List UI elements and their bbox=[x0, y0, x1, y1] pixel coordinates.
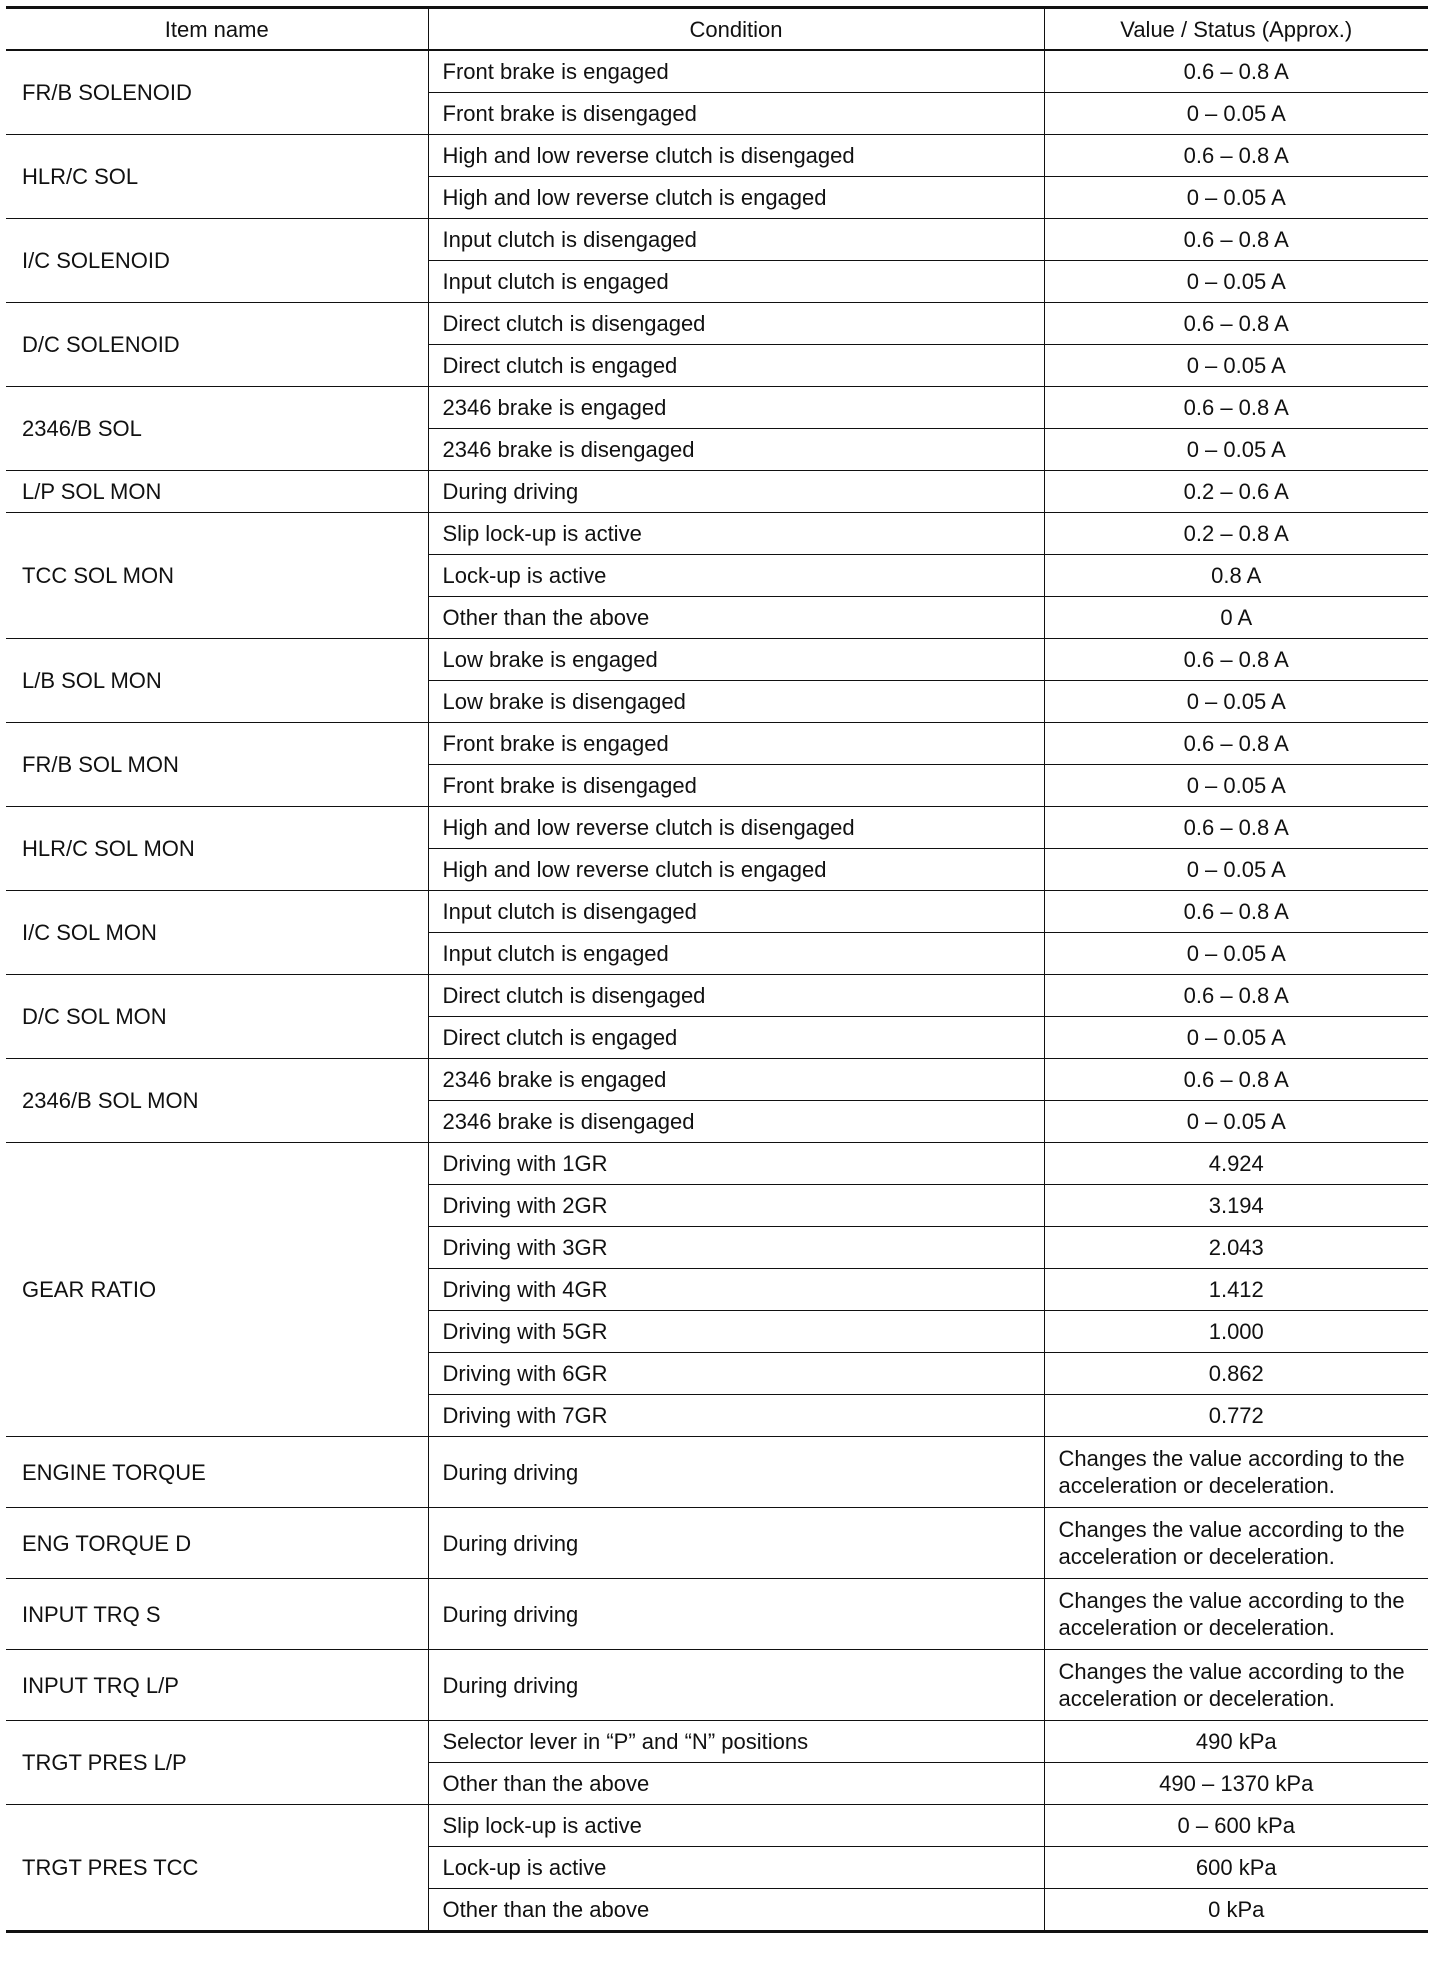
table-row bbox=[6, 807, 1428, 849]
value-cell: Changes the value according to the acceleration or deceleration. bbox=[1044, 1650, 1428, 1721]
value-cell: 0.6 – 0.8 A bbox=[1044, 303, 1428, 345]
item-name-cell: ENG TORQUE D bbox=[6, 1508, 428, 1579]
value-cell: 0.6 – 0.8 A bbox=[1044, 387, 1428, 429]
condition-cell: High and low reverse clutch is engaged bbox=[428, 849, 1044, 891]
item-name-cell: FR/B SOLENOID bbox=[6, 50, 428, 135]
table-row bbox=[6, 1650, 1428, 1721]
item-name-cell: 2346/B SOL bbox=[6, 387, 428, 471]
item-name-cell: HLR/C SOL MON bbox=[6, 807, 428, 891]
condition-cell: Driving with 4GR bbox=[428, 1269, 1044, 1311]
condition-cell: Slip lock-up is active bbox=[428, 513, 1044, 555]
header-value-status: Value / Status (Approx.) bbox=[1044, 8, 1428, 51]
condition-cell: High and low reverse clutch is engaged bbox=[428, 177, 1044, 219]
value-cell: 0 – 0.05 A bbox=[1044, 177, 1428, 219]
condition-cell: Front brake is engaged bbox=[428, 50, 1044, 93]
value-cell: 1.000 bbox=[1044, 1311, 1428, 1353]
spec-table bbox=[6, 6, 1428, 1933]
table-row bbox=[6, 975, 1428, 1017]
condition-cell: Low brake is engaged bbox=[428, 639, 1044, 681]
value-cell: 0.6 – 0.8 A bbox=[1044, 1059, 1428, 1101]
value-cell: 0 – 0.05 A bbox=[1044, 681, 1428, 723]
table-row bbox=[6, 1805, 1428, 1847]
item-name-cell: ENGINE TORQUE bbox=[6, 1437, 428, 1508]
condition-cell: Front brake is disengaged bbox=[428, 93, 1044, 135]
condition-cell: High and low reverse clutch is disengaged bbox=[428, 807, 1044, 849]
table-body bbox=[6, 50, 1428, 1932]
item-name-cell: I/C SOLENOID bbox=[6, 219, 428, 303]
value-cell: 0.6 – 0.8 A bbox=[1044, 807, 1428, 849]
condition-cell: Selector lever in “P” and “N” positions bbox=[428, 1721, 1044, 1763]
condition-cell: Lock-up is active bbox=[428, 1847, 1044, 1889]
value-cell: 490 kPa bbox=[1044, 1721, 1428, 1763]
condition-cell: During driving bbox=[428, 1508, 1044, 1579]
condition-cell: Front brake is engaged bbox=[428, 723, 1044, 765]
item-name-cell: TRGT PRES TCC bbox=[6, 1805, 428, 1932]
condition-cell: Other than the above bbox=[428, 1889, 1044, 1932]
condition-cell: Driving with 7GR bbox=[428, 1395, 1044, 1437]
value-cell: Changes the value according to the acceleration or deceleration. bbox=[1044, 1508, 1428, 1579]
condition-cell: Driving with 1GR bbox=[428, 1143, 1044, 1185]
value-cell: 490 – 1370 kPa bbox=[1044, 1763, 1428, 1805]
item-name-cell: GEAR RATIO bbox=[6, 1143, 428, 1437]
item-name-cell: L/P SOL MON bbox=[6, 471, 428, 513]
condition-cell: 2346 brake is disengaged bbox=[428, 1101, 1044, 1143]
table-row bbox=[6, 1508, 1428, 1579]
item-name-cell: I/C SOL MON bbox=[6, 891, 428, 975]
condition-cell: Direct clutch is engaged bbox=[428, 345, 1044, 387]
value-cell: 0 – 0.05 A bbox=[1044, 765, 1428, 807]
condition-cell: During driving bbox=[428, 1437, 1044, 1508]
condition-cell: Driving with 2GR bbox=[428, 1185, 1044, 1227]
item-name-cell: FR/B SOL MON bbox=[6, 723, 428, 807]
condition-cell: Input clutch is disengaged bbox=[428, 219, 1044, 261]
condition-cell: During driving bbox=[428, 471, 1044, 513]
table-row bbox=[6, 387, 1428, 429]
value-cell: 0.8 A bbox=[1044, 555, 1428, 597]
condition-cell: High and low reverse clutch is disengaged bbox=[428, 135, 1044, 177]
item-name-cell: L/B SOL MON bbox=[6, 639, 428, 723]
value-cell: 2.043 bbox=[1044, 1227, 1428, 1269]
header-row bbox=[6, 8, 1428, 51]
item-name-cell: 2346/B SOL MON bbox=[6, 1059, 428, 1143]
table-row bbox=[6, 723, 1428, 765]
item-name-cell: TCC SOL MON bbox=[6, 513, 428, 639]
table-row bbox=[6, 1579, 1428, 1650]
condition-cell: Low brake is disengaged bbox=[428, 681, 1044, 723]
condition-cell: Input clutch is engaged bbox=[428, 261, 1044, 303]
value-cell: 0.2 – 0.6 A bbox=[1044, 471, 1428, 513]
table-header bbox=[6, 8, 1428, 51]
value-cell: 0.2 – 0.8 A bbox=[1044, 513, 1428, 555]
value-cell: Changes the value according to the acceleration or deceleration. bbox=[1044, 1437, 1428, 1508]
header-item-name: Item name bbox=[6, 8, 428, 51]
value-cell: 0 – 0.05 A bbox=[1044, 849, 1428, 891]
condition-cell: Slip lock-up is active bbox=[428, 1805, 1044, 1847]
value-cell: 0.6 – 0.8 A bbox=[1044, 639, 1428, 681]
condition-cell: Lock-up is active bbox=[428, 555, 1044, 597]
table-row bbox=[6, 1059, 1428, 1101]
item-name-cell: INPUT TRQ L/P bbox=[6, 1650, 428, 1721]
value-cell: 3.194 bbox=[1044, 1185, 1428, 1227]
table-row bbox=[6, 471, 1428, 513]
value-cell: 0.6 – 0.8 A bbox=[1044, 723, 1428, 765]
table-row bbox=[6, 1437, 1428, 1508]
value-cell: 0 – 0.05 A bbox=[1044, 1101, 1428, 1143]
table-row bbox=[6, 639, 1428, 681]
condition-cell: Driving with 3GR bbox=[428, 1227, 1044, 1269]
condition-cell: Front brake is disengaged bbox=[428, 765, 1044, 807]
value-cell: 0 – 0.05 A bbox=[1044, 933, 1428, 975]
value-cell: 600 kPa bbox=[1044, 1847, 1428, 1889]
header-condition: Condition bbox=[428, 8, 1044, 51]
condition-cell: 2346 brake is engaged bbox=[428, 387, 1044, 429]
item-name-cell: D/C SOL MON bbox=[6, 975, 428, 1059]
value-cell: 0 – 0.05 A bbox=[1044, 345, 1428, 387]
value-cell: Changes the value according to the acceleration or deceleration. bbox=[1044, 1579, 1428, 1650]
value-cell: 0 kPa bbox=[1044, 1889, 1428, 1932]
value-cell: 0.862 bbox=[1044, 1353, 1428, 1395]
condition-cell: Other than the above bbox=[428, 1763, 1044, 1805]
condition-cell: Direct clutch is disengaged bbox=[428, 303, 1044, 345]
condition-cell: During driving bbox=[428, 1579, 1044, 1650]
value-cell: 0 – 0.05 A bbox=[1044, 93, 1428, 135]
condition-cell: Driving with 5GR bbox=[428, 1311, 1044, 1353]
item-name-cell: TRGT PRES L/P bbox=[6, 1721, 428, 1805]
condition-cell: 2346 brake is engaged bbox=[428, 1059, 1044, 1101]
value-cell: 0.6 – 0.8 A bbox=[1044, 50, 1428, 93]
item-name-cell: HLR/C SOL bbox=[6, 135, 428, 219]
value-cell: 0.6 – 0.8 A bbox=[1044, 219, 1428, 261]
value-cell: 0.772 bbox=[1044, 1395, 1428, 1437]
condition-cell: Driving with 6GR bbox=[428, 1353, 1044, 1395]
value-cell: 0.6 – 0.8 A bbox=[1044, 135, 1428, 177]
value-cell: 0.6 – 0.8 A bbox=[1044, 975, 1428, 1017]
table-row bbox=[6, 891, 1428, 933]
value-cell: 1.412 bbox=[1044, 1269, 1428, 1311]
condition-cell: 2346 brake is disengaged bbox=[428, 429, 1044, 471]
value-cell: 0 – 0.05 A bbox=[1044, 1017, 1428, 1059]
condition-cell: Other than the above bbox=[428, 597, 1044, 639]
table-row bbox=[6, 303, 1428, 345]
table-row bbox=[6, 219, 1428, 261]
condition-cell: During driving bbox=[428, 1650, 1044, 1721]
value-cell: 0 – 0.05 A bbox=[1044, 261, 1428, 303]
value-cell: 4.924 bbox=[1044, 1143, 1428, 1185]
table-row bbox=[6, 50, 1428, 93]
condition-cell: Input clutch is engaged bbox=[428, 933, 1044, 975]
condition-cell: Direct clutch is engaged bbox=[428, 1017, 1044, 1059]
value-cell: 0 A bbox=[1044, 597, 1428, 639]
value-cell: 0.6 – 0.8 A bbox=[1044, 891, 1428, 933]
condition-cell: Input clutch is disengaged bbox=[428, 891, 1044, 933]
item-name-cell: D/C SOLENOID bbox=[6, 303, 428, 387]
item-name-cell: INPUT TRQ S bbox=[6, 1579, 428, 1650]
table-row bbox=[6, 513, 1428, 555]
table-row bbox=[6, 1143, 1428, 1185]
table-row bbox=[6, 1721, 1428, 1763]
table-row bbox=[6, 135, 1428, 177]
value-cell: 0 – 600 kPa bbox=[1044, 1805, 1428, 1847]
value-cell: 0 – 0.05 A bbox=[1044, 429, 1428, 471]
condition-cell: Direct clutch is disengaged bbox=[428, 975, 1044, 1017]
